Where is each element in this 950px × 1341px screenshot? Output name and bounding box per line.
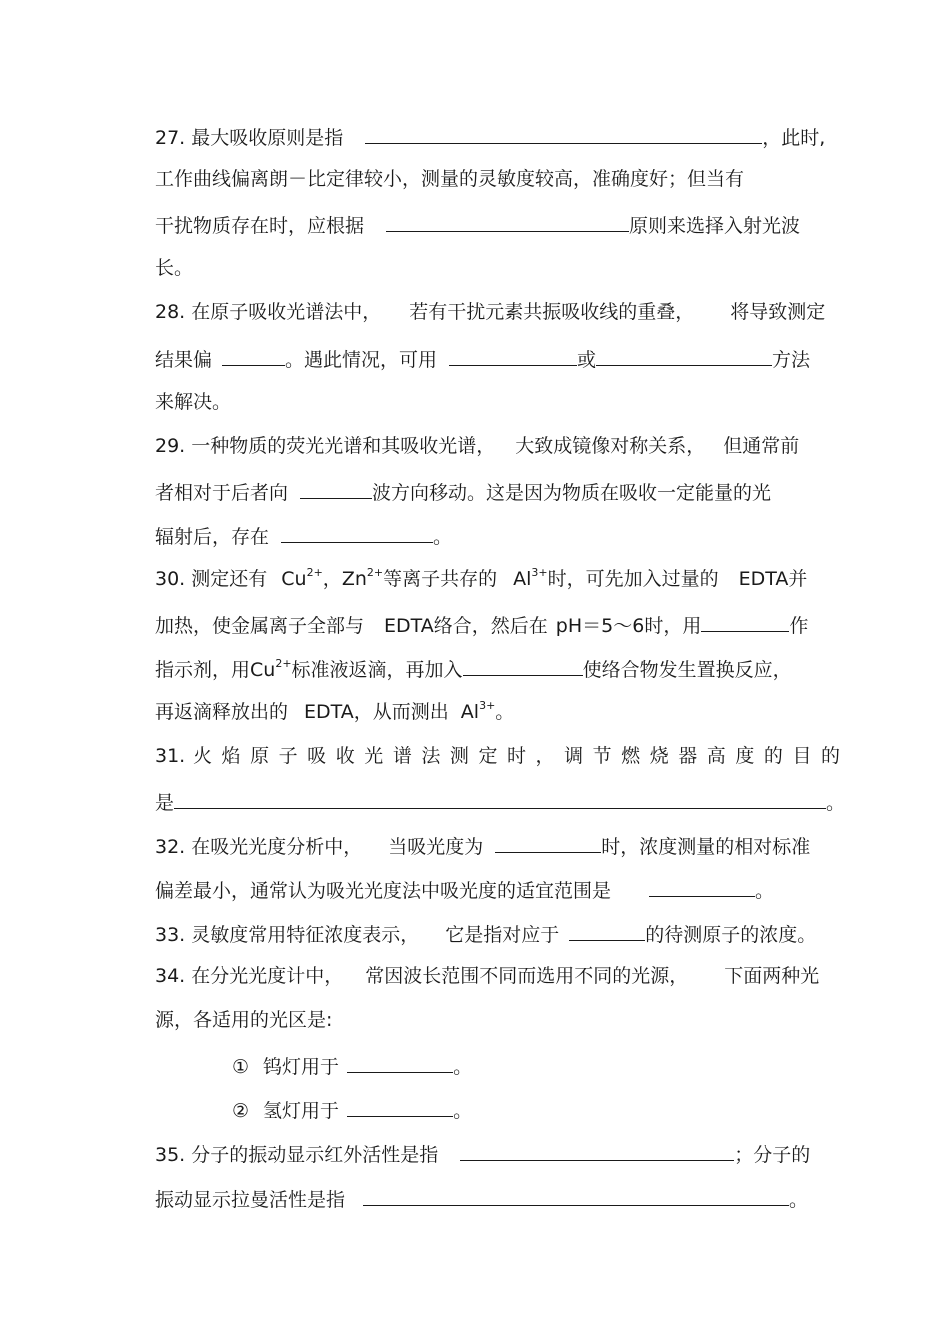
- q27-blank-2[interactable]: [386, 211, 629, 232]
- q31-blank[interactable]: [174, 788, 826, 809]
- q29-blank-1[interactable]: [300, 478, 372, 499]
- q33-text: 33. 灵敏度常用特征浓度表示，: [155, 924, 420, 946]
- q32-text: 偏差最小，通常认为吸光光度法中吸光度的适宜范围是: [155, 880, 612, 902]
- q30-text: 。: [495, 701, 515, 723]
- q27-text: 干扰物质存在时，应根据: [155, 215, 365, 237]
- q28-blank-2[interactable]: [449, 345, 577, 366]
- q32-line-1: [155, 832, 810, 859]
- q34-item-text: 钨灯用于: [263, 1056, 340, 1078]
- q30-blank-1[interactable]: [701, 611, 789, 632]
- q32-text: 时，浓度测量的相对标准: [601, 836, 811, 858]
- q34-item-text: 氢灯用于: [263, 1100, 340, 1122]
- q30-text: 时，可先加入过量的: [547, 568, 719, 590]
- edta: EDTA: [384, 615, 434, 637]
- q28-text: 结果偏: [155, 349, 213, 371]
- q28-blank-1[interactable]: [222, 345, 285, 366]
- q29-text: 波方向移动。这是因为物质在吸收一定能量的光: [372, 482, 772, 504]
- q35-blank-1[interactable]: [460, 1140, 734, 1161]
- q29-text: 大致成镜像对称关系，: [515, 435, 706, 457]
- q33-text: 它是指对应于: [445, 924, 560, 946]
- q29-text: 29. 一种物质的荧光光谱和其吸收光谱，: [155, 435, 496, 457]
- q34-text: 下面两种光: [724, 965, 820, 987]
- q27-blank-1[interactable]: [365, 123, 762, 144]
- q30-text: 再返滴释放出的: [155, 701, 289, 723]
- q35-line-2: [155, 1185, 808, 1212]
- q28-text: 来解决。: [155, 391, 232, 413]
- cu-ion: Cu: [250, 659, 276, 681]
- q30-text: ，: [322, 568, 342, 590]
- q30-line-1: [155, 567, 807, 591]
- al-ion: Al: [513, 568, 532, 590]
- q28-text: 将导致测定: [730, 301, 826, 323]
- al-charge: 3+: [479, 699, 496, 712]
- q34-item-1: [232, 1052, 472, 1079]
- q30-blank-2[interactable]: [463, 655, 583, 676]
- q29-blank-2[interactable]: [281, 522, 433, 543]
- q30-text: 30. 测定还有: [155, 568, 268, 590]
- q28-line-2: [155, 345, 810, 372]
- al-charge: 3+: [531, 566, 548, 579]
- q30-text: 使络合物发生置换反应，: [582, 659, 792, 681]
- zn-charge: 2+: [366, 566, 384, 579]
- q29-text: 者相对于后者向: [155, 482, 289, 504]
- q29-line-2: [155, 478, 771, 505]
- q30-text: 作: [789, 615, 809, 637]
- q27-line-2: [155, 167, 744, 191]
- q27-line-3: [155, 211, 800, 238]
- cu-ion: Cu: [281, 568, 307, 590]
- q34-text: 源，各适用的光区是:: [155, 1009, 333, 1031]
- q32-text: 当吸光度为: [388, 836, 484, 858]
- q30-line-4: [155, 700, 514, 724]
- q30-text: 络合，然后在: [433, 615, 548, 637]
- q31-text: 31. 火 焰 原 子 吸 收 光 谱 法 测 定 时 ， 调 节 燃 烧 器 高 度 的 目 的: [155, 745, 840, 767]
- edta: EDTA: [304, 701, 354, 723]
- q33-blank[interactable]: [569, 920, 645, 941]
- q32-text: 。: [755, 880, 775, 902]
- q28-text: 28. 在原子吸收光谱法中，: [155, 301, 382, 323]
- q30-text: 时，用: [644, 615, 702, 637]
- zn-ion: Zn: [341, 568, 367, 590]
- circled-one-icon: ①: [232, 1056, 250, 1078]
- circled-two-icon: ②: [232, 1100, 250, 1122]
- q34-text: 。: [453, 1100, 473, 1122]
- q28-line-1: [155, 300, 825, 324]
- q32-line-2: [155, 876, 774, 903]
- q34-blank-2[interactable]: [347, 1096, 453, 1117]
- q31-line-2: [155, 788, 845, 815]
- q31-text: 。: [826, 792, 846, 814]
- q30-line-2: [155, 611, 808, 638]
- q29-text: 。: [433, 526, 453, 548]
- q30-text: 等离子共存的: [383, 568, 498, 590]
- q29-text: 但通常前: [723, 435, 800, 457]
- q35-text: 35. 分子的振动显示红外活性是指: [155, 1144, 439, 1166]
- q30-text: 指示剂，用: [155, 659, 251, 681]
- q33-line-1: [155, 920, 816, 947]
- q31-line-1: [155, 744, 840, 768]
- q34-line-2: [155, 1008, 332, 1032]
- ph-range: pH＝5～6: [555, 615, 645, 637]
- al-ion: Al: [460, 701, 480, 723]
- q34-line-1: [155, 964, 819, 988]
- q30-text: ，从而测出: [353, 701, 449, 723]
- cu-charge: 2+: [306, 566, 323, 579]
- q34-text: 常因波长范围不同而选用不同的光源，: [365, 965, 689, 987]
- q28-text: 方法: [772, 349, 811, 371]
- q28-text: 或: [577, 349, 597, 371]
- q29-text: 辐射后，存在: [155, 526, 270, 548]
- q32-blank-2[interactable]: [649, 876, 755, 897]
- edta: EDTA: [738, 568, 789, 590]
- q27-line-4: [155, 256, 193, 280]
- q35-text: 振动显示拉曼活性是指: [155, 1189, 346, 1211]
- q35-text: ；分子的: [734, 1144, 811, 1166]
- q35-line-1: [155, 1140, 810, 1167]
- q30-text: 并: [788, 568, 808, 590]
- q30-line-3: [155, 655, 792, 682]
- q27-text: 27. 最大吸收原则是指: [155, 127, 344, 149]
- q28-text: 若有干扰元素共振吸收线的重叠，: [409, 301, 695, 323]
- q27-text: 原则来选择入射光波: [629, 215, 801, 237]
- q33-text: 的待测原子的浓度。: [645, 924, 817, 946]
- q35-blank-2[interactable]: [363, 1185, 789, 1206]
- q27-text: ，此时,: [762, 127, 826, 149]
- q30-text: 标准液返滴，再加入: [291, 659, 463, 681]
- q27-text: 工作曲线偏离朗－比定律较小，测量的灵敏度较高，准确度好；但当有: [155, 168, 745, 190]
- q34-item-2: [232, 1096, 472, 1123]
- q34-text: 34. 在分光光度计中，: [155, 965, 344, 987]
- cu-charge: 2+: [275, 657, 292, 670]
- q34-blank-1[interactable]: [347, 1052, 453, 1073]
- q29-line-1: [155, 434, 799, 458]
- q28-blank-3[interactable]: [596, 345, 772, 366]
- q27-line-1: [155, 123, 825, 150]
- q32-blank-1[interactable]: [495, 832, 601, 853]
- q27-text: 长。: [155, 257, 194, 279]
- q29-line-3: [155, 522, 452, 549]
- q30-text: 加热，使金属离子全部与: [155, 615, 365, 637]
- q31-text: 是: [155, 792, 175, 814]
- q28-line-3: [155, 390, 231, 414]
- q34-text: 。: [453, 1056, 473, 1078]
- q35-text: 。: [789, 1189, 809, 1211]
- q28-text: 。遇此情况，可用: [285, 349, 438, 371]
- q32-text: 32. 在吸光光度分析中，: [155, 836, 363, 858]
